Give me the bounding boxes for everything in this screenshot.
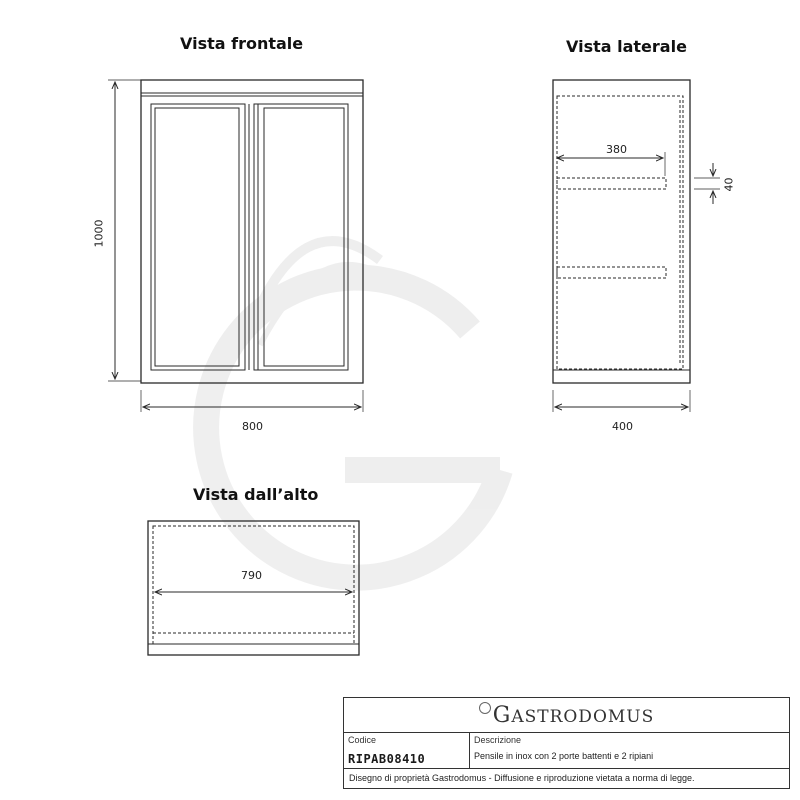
info-row	[344, 733, 789, 769]
product-code: RIPAB08410	[348, 752, 426, 766]
code-cell	[344, 733, 470, 768]
brand-logo-icon	[479, 702, 491, 714]
side-view-title: Vista laterale	[566, 37, 687, 56]
description-header: Descrizione	[474, 735, 522, 745]
code-header: Codice	[348, 735, 377, 745]
side-shelf-thickness-label: 40	[722, 177, 736, 192]
top-view-title: Vista dall’alto	[193, 485, 319, 504]
description-cell	[470, 733, 789, 768]
front-width-label: 800	[242, 420, 263, 433]
copyright-notice: Disegno di proprietà Gastrodomus - Diffusione e riproduzione vietata a norma di legge.	[349, 773, 695, 783]
side-shelf-depth-label: 380	[606, 143, 627, 156]
title-block	[343, 697, 790, 789]
top-inner-width-label: 790	[241, 569, 262, 582]
watermark-logo	[206, 241, 500, 578]
front-height-label: 1000	[92, 219, 106, 248]
brand-name: GASTRODOMUS	[492, 702, 655, 728]
brand-row	[344, 698, 789, 733]
side-view-drawing	[553, 80, 720, 412]
product-description: Pensile in inox con 2 porte battenti e 2 ripiani	[474, 751, 654, 761]
side-depth-label: 400	[612, 420, 633, 433]
front-view-title: Vista frontale	[180, 34, 304, 53]
